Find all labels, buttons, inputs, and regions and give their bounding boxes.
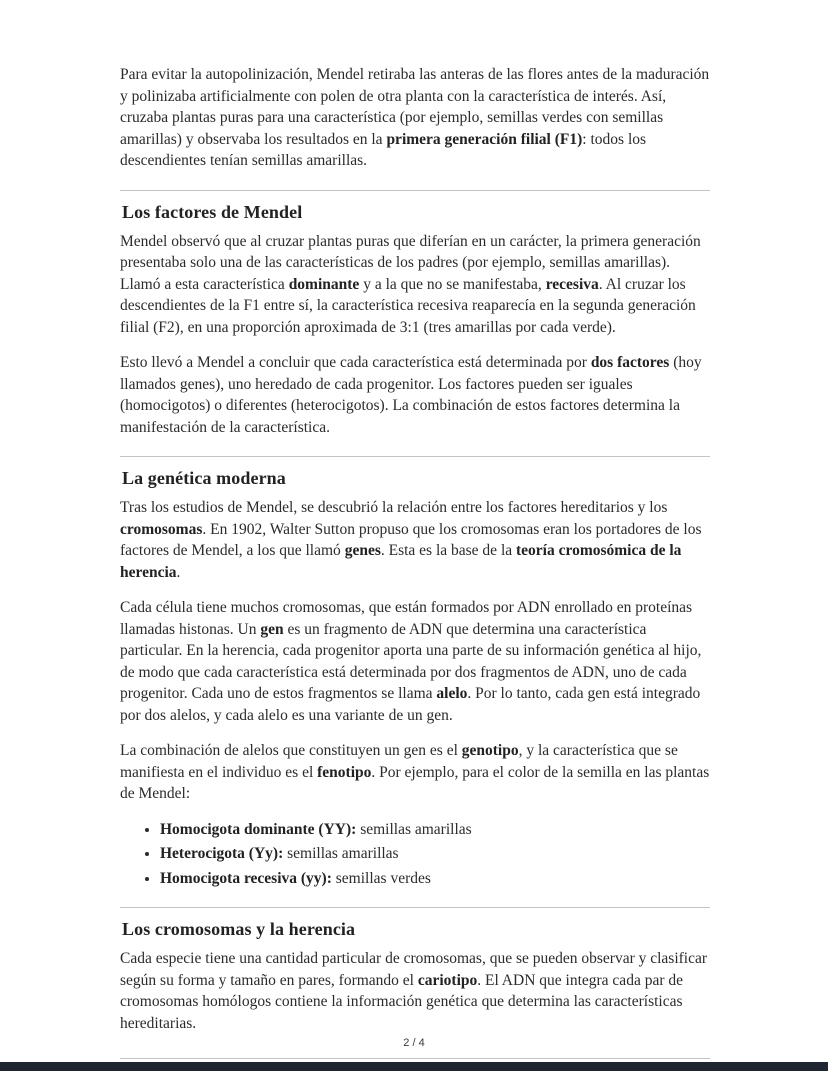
- end-divider: [120, 1058, 710, 1059]
- viewer-bottom-bar: [0, 1062, 828, 1071]
- genotype-list: [120, 819, 710, 890]
- section-los-factores-de-mendel: [120, 190, 710, 439]
- list-item: • Homocigota dominante (YY): semillas amarillas: [160, 819, 710, 841]
- section-heading: La genética moderna: [122, 468, 286, 488]
- section-divider: [120, 456, 710, 457]
- section-la-genetica-moderna: [120, 456, 710, 889]
- page-footer: [0, 1037, 828, 1049]
- paragraph: Mendel observó que al cruzar plantas puras que diferían en un carácter, la primera generación presentaba solo una de las características de los padres (por ejemplo, semillas amarillas). Llamó a esta característica dominante y a la que no se manifestaba, recesiva. Al cruzar los descendientes de la F1 entre sí, la característica recesiva reaparecía en la segunda generación filial (F2), en una proporción aproximada de 3:1 (tres amarillas por cada verde).: [120, 232, 701, 336]
- section-los-cromosomas-y-la-herencia: [120, 907, 710, 1034]
- paragraph: Cada especie tiene una cantidad particular de cromosomas, que se pueden observar y clasificar según su forma y tamaño en pares, formando el cariotipo. El ADN que integra cada par de cromosomas homólogos contiene la información genética que determina las características hereditarias.: [120, 950, 708, 1032]
- section-divider: [120, 907, 710, 908]
- paragraph: Esto llevó a Mendel a concluir que cada característica está determinada por dos factores (hoy llamados genes), uno heredado de cada progenitor. Los factores pueden ser iguales (homocigotos) o diferentes (heterocigotos). La combinación de estos factores determina la manifestación de la característica.: [120, 354, 702, 436]
- section-heading: Los cromosomas y la herencia: [122, 919, 356, 939]
- paragraph: La combinación de alelos que constituyen un gen es el genotipo, y la característica que se manifiesta en el individuo es el fenotipo. Por ejemplo, para el color de la semilla en las plantas de Mendel:: [120, 742, 710, 802]
- list-item: • Heterocigota (Yy): semillas amarillas: [160, 843, 710, 865]
- section-divider: [120, 190, 710, 191]
- paragraph: Tras los estudios de Mendel, se descubrió la relación entre los factores hereditarios y los cromosomas. En 1902, Walter Sutton propuso que los cromosomas eran los portadores de los factores de Mendel, a los que llamó genes. Esta es la base de la teoría cromosómica de la herencia.: [120, 499, 702, 581]
- paragraph: Cada célula tiene muchos cromosomas, que están formados por ADN enrollado en proteínas llamadas histonas. Un gen es un fragmento de ADN que determina una característica particular. En la herencia, cada progenitor aporta una parte de su información genética al hijo, de modo que cada característica está determinada por dos fragmentos de ADN, uno de cada progenitor. Cada uno de estos fragmentos se llama alelo. Por lo tanto, cada gen está integrado por dos alelos, y cada alelo es una variante de un gen.: [120, 599, 702, 724]
- section-heading: Los factores de Mendel: [122, 201, 303, 222]
- page-number: 2 / 4: [403, 1037, 425, 1049]
- intro-paragraph: Para evitar la autopolinización, Mendel retiraba las anteras de las flores antes de la maduración y polinizaba artificialmente con polen de otra planta con la característica de interés. Así, cruzaba plantas puras para una característica (por ejemplo, semillas verdes con semillas amarillas) y observaba los resultados en la primera generación filial (F1): todos los descendientes tenían semillas amarillas.: [120, 66, 710, 169]
- list-item: • Homocigota recesiva (yy): semillas verdes: [160, 868, 710, 890]
